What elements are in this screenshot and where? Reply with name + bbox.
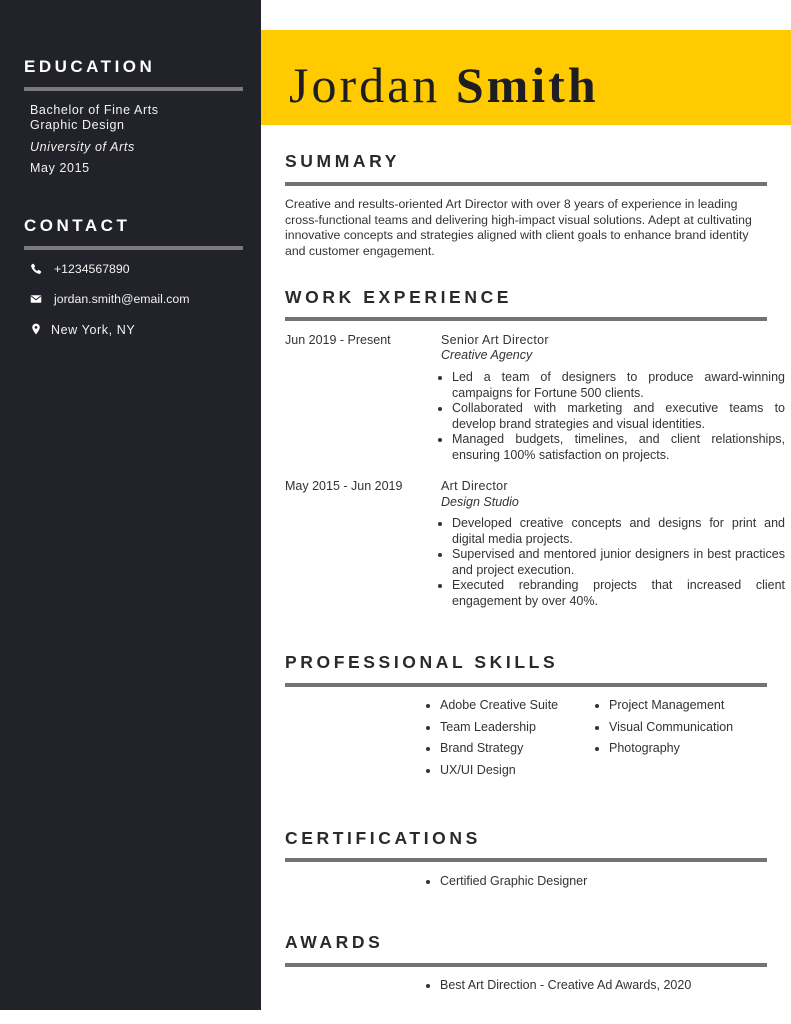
job-dates: May 2015 - Jun 2019: [285, 479, 403, 493]
summary-text: Creative and results-oriented Art Director with over 8 years of experience in leading cross-functional teams and delivering high-impact visual solutions. Adept at cultivating innovative concepts and strategies aligned with client goals to enhance brand identity and customer engagement.: [285, 197, 752, 258]
skill-item: • Visual Communication: [609, 717, 733, 739]
contact-divider: [24, 246, 243, 250]
contact-phone[interactable]: +1234567890: [54, 262, 130, 276]
contact-heading: CONTACT: [24, 216, 131, 235]
summary-heading: SUMMARY: [285, 151, 400, 171]
job-bullet: • Managed budgets, timelines, and client relationships, ensuring 100% satisfaction on projects.: [452, 432, 785, 463]
skill-item: • Team Leadership: [440, 717, 558, 739]
job-title: Art Director: [441, 479, 508, 493]
envelope-icon: [30, 293, 42, 305]
skills-list-left: [425, 695, 558, 781]
skills-divider: [285, 683, 767, 687]
skill-item: • Project Management: [609, 695, 733, 717]
job-company: Design Studio: [441, 495, 519, 509]
certification-item: • Certified Graphic Designer: [440, 871, 587, 893]
contact-location: New York, NY: [51, 323, 136, 337]
experience-heading: WORK EXPERIENCE: [285, 287, 513, 307]
job-bullet: • Developed creative concepts and designs for print and digital media projects.: [452, 516, 785, 547]
last-name: Smith: [455, 57, 599, 113]
job-bullet-list: [434, 370, 785, 464]
education-school: University of Arts: [30, 140, 135, 154]
job-dates: Jun 2019 - Present: [285, 333, 391, 347]
job-bullet-list: [434, 516, 785, 610]
job-bullet: • Led a team of designers to produce award-winning campaigns for Fortune 500 clients.: [452, 370, 785, 401]
skill-item: • Adobe Creative Suite: [440, 695, 558, 717]
job-bullet: • Collaborated with marketing and executive teams to develop brand strategies and visual identities.: [452, 401, 785, 432]
education-date: May 2015: [30, 161, 90, 175]
certifications-divider: [285, 858, 767, 862]
contact-email[interactable]: jordan.smith@email.com: [54, 292, 190, 306]
certifications-heading: CERTIFICATIONS: [285, 828, 481, 848]
map-pin-icon: [30, 323, 42, 335]
awards-heading: AWARDS: [285, 932, 384, 952]
job-company: Creative Agency: [441, 348, 533, 362]
sidebar: [0, 0, 261, 1010]
awards-divider: [285, 963, 767, 967]
name-title: [289, 55, 599, 115]
job-title: Senior Art Director: [441, 333, 549, 347]
award-item: • Best Art Direction - Creative Ad Awards, 2020: [440, 975, 691, 997]
skills-list-right: [594, 695, 733, 760]
summary-divider: [285, 182, 767, 186]
skills-heading: PROFESSIONAL SKILLS: [285, 652, 559, 672]
job-bullet: • Executed rebranding projects that increased client engagement by over 40%.: [452, 578, 785, 609]
awards-list: [425, 975, 691, 997]
certifications-list: [425, 871, 587, 893]
education-heading: EDUCATION: [24, 57, 156, 76]
skill-item: • UX/UI Design: [440, 760, 558, 782]
phone-icon: [30, 263, 42, 275]
job-bullet: • Supervised and mentored junior designers in best practices and project execution.: [452, 547, 785, 578]
education-major: Graphic Design: [30, 118, 125, 132]
skill-item: • Photography: [609, 738, 733, 760]
education-divider: [24, 87, 243, 91]
skill-item: • Brand Strategy: [440, 738, 558, 760]
first-name: Jordan: [289, 57, 441, 113]
education-degree: Bachelor of Fine Arts: [30, 103, 159, 117]
experience-divider: [285, 317, 767, 321]
